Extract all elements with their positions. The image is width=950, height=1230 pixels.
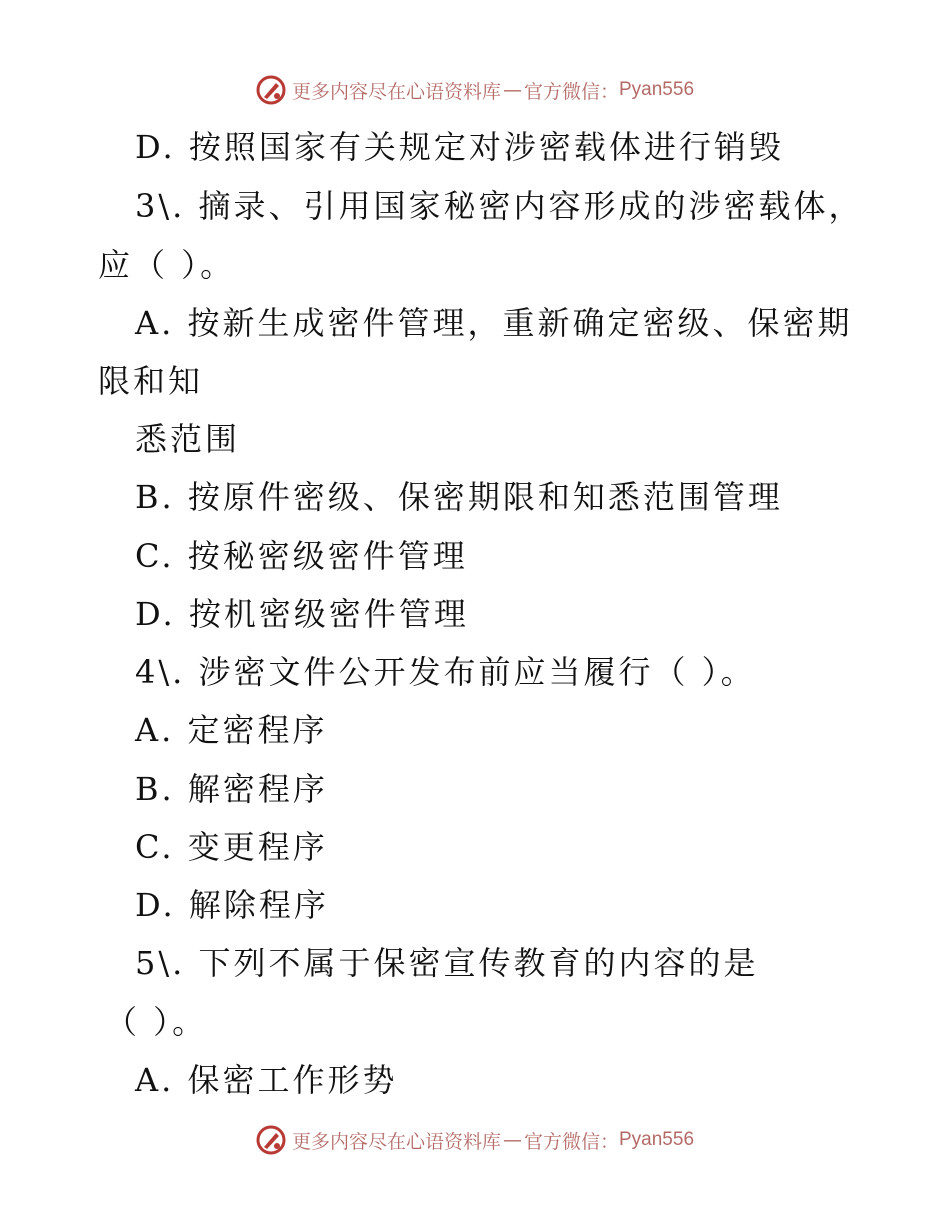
- text-line: B. 解密程序: [135, 770, 328, 808]
- text-line: 悉范围: [135, 420, 241, 458]
- pen-logo-icon: [256, 75, 286, 105]
- text-line: D. 解除程序: [135, 886, 329, 924]
- text-line: A. 保密工作形势: [135, 1061, 398, 1099]
- text-line: C. 变更程序: [135, 828, 328, 866]
- text-line: C. 按秘密级密件管理: [135, 537, 468, 575]
- text-line: 3\. 摘录、引用国家秘密内容形成的涉密载体，: [135, 187, 864, 225]
- text-line: 4\. 涉密文件公开发布前应当履行（ ）。: [135, 653, 756, 691]
- watermark-handle: Pyan556: [619, 79, 695, 100]
- pen-logo-icon: [256, 1125, 286, 1155]
- text-line: B. 按原件密级、保密期限和知悉范围管理: [135, 478, 783, 516]
- text-line: A. 定密程序: [135, 711, 328, 749]
- watermark-handle: Pyan556: [619, 1129, 695, 1150]
- text-line: 限和知: [98, 362, 204, 400]
- text-line: （ ）。: [105, 1003, 208, 1041]
- text-line: 5\. 下列不属于保密宣传教育的内容的是: [135, 944, 759, 982]
- watermark-contact: 官方微信：: [523, 1130, 619, 1153]
- text-line: D. 按机密级密件管理: [135, 595, 469, 633]
- text-line: D. 按照国家有关规定对涉密载体进行销毁: [135, 128, 784, 166]
- text-line: 应（ ）。: [98, 246, 236, 284]
- watermark-separator: —: [502, 1129, 522, 1151]
- watermark-contact: 官方微信：: [523, 80, 619, 103]
- watermark-text: 更多内容尽在心语资料库: [291, 1130, 501, 1153]
- text-line: A. 按新生成密件管理，重新确定密级、保密期: [135, 304, 853, 342]
- watermark-banner-top: [0, 70, 950, 110]
- watermark-separator: —: [502, 79, 522, 101]
- watermark-banner-bottom: [0, 1120, 950, 1160]
- watermark-text: 更多内容尽在心语资料库: [291, 80, 501, 103]
